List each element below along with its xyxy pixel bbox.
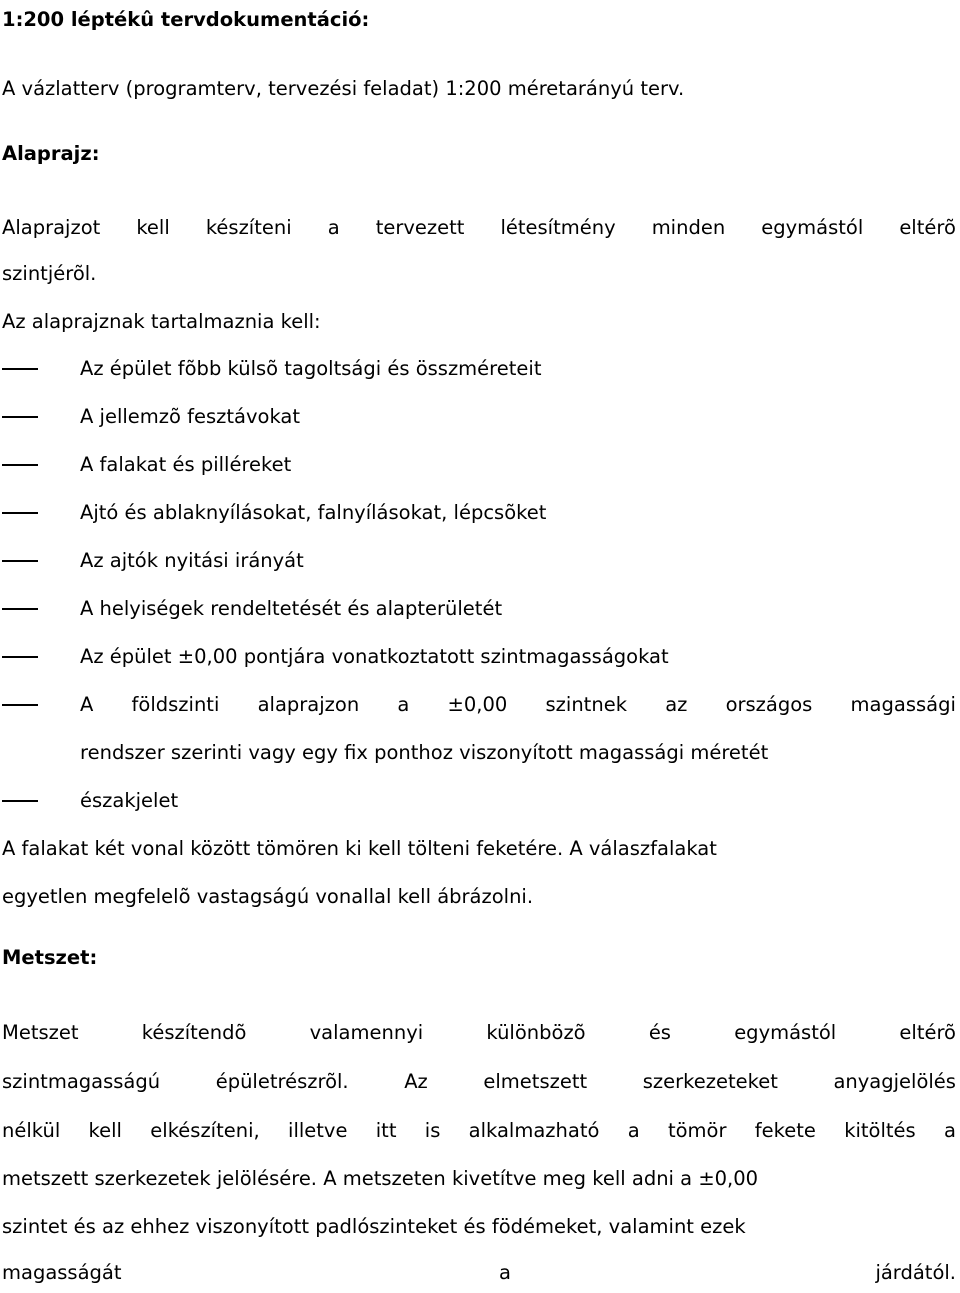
word: szintnek	[545, 693, 627, 716]
word: elmetszett	[483, 1070, 588, 1093]
word: és	[648, 1021, 671, 1044]
dash-bullet-icon	[2, 685, 38, 725]
alaprajz-paragraph-line-1	[2, 208, 956, 248]
dash-bullet-icon	[2, 349, 38, 389]
word: országos	[725, 693, 813, 716]
word: a	[397, 693, 410, 716]
word: valamennyi	[309, 1021, 424, 1044]
word: A	[80, 693, 94, 716]
page-title: 1:200 léptékû tervdokumentáció:	[2, 8, 370, 31]
word: készíteni	[205, 216, 292, 239]
word: itt	[375, 1119, 397, 1142]
word: Az	[404, 1070, 428, 1093]
word: tervezett	[375, 216, 465, 239]
intro-paragraph: A vázlatterv (programterv, tervezési feladat) 1:200 méretarányú terv.	[2, 77, 685, 100]
word: minden	[651, 216, 726, 239]
metszet-paragraph-line-5: szintet és az ehhez viszonyított padlószinteket és födémeket, valamint ezek	[2, 1215, 746, 1238]
word: alkalmazható	[468, 1119, 600, 1142]
dash-bullet-icon	[2, 589, 38, 629]
metszet-paragraph-line-6	[2, 1253, 956, 1293]
list-item-multiline-line-1	[80, 685, 956, 725]
word: nélkül	[2, 1119, 61, 1142]
metszet-paragraph-line-3	[2, 1111, 956, 1151]
word: magasságát	[2, 1261, 122, 1284]
word: fekete	[754, 1119, 816, 1142]
word: kitöltés	[844, 1119, 916, 1142]
list-item: Az épület ±0,00 pontjára vonatkoztatott szintmagasságokat	[80, 645, 669, 668]
list-intro: Az alaprajznak tartalmaznia kell:	[2, 310, 321, 333]
list-item: A helyiségek rendeltetését és alapterületét	[80, 597, 503, 620]
word: tömör	[667, 1119, 727, 1142]
word: létesítmény	[500, 216, 616, 239]
word: a	[499, 1261, 511, 1284]
list-item: Az ajtók nyitási irányát	[80, 549, 304, 572]
metszet-paragraph-line-1	[2, 1013, 956, 1053]
alaprajz-heading: Alaprajz:	[2, 142, 100, 165]
list-item: Ajtó és ablaknyílásokat, falnyílásokat, lépcsõket	[80, 501, 547, 524]
word: kell	[136, 216, 170, 239]
word: Metszet	[2, 1021, 79, 1044]
list-item: A jellemzõ fesztávokat	[80, 405, 301, 428]
metszet-paragraph-line-2	[2, 1062, 956, 1102]
dash-bullet-icon	[2, 493, 38, 533]
word: egymástól	[734, 1021, 837, 1044]
list-item: Az épület fõbb külsõ tagoltsági és összméreteit	[80, 357, 542, 380]
word: eltérõ	[899, 216, 956, 239]
alaprajz-paragraph-2-line-1: A falakat két vonal között tömören ki kell tölteni feketére. A válaszfalakat	[2, 837, 717, 860]
word: is	[424, 1119, 441, 1142]
word: magassági	[850, 693, 956, 716]
metszet-paragraph-line-4: metszett szerkezetek jelölésére. A metszeten kivetítve meg kell adni a ±0,00	[2, 1167, 759, 1190]
alaprajz-paragraph-2-line-2: egyetlen megfelelõ vastagságú vonallal kell ábrázolni.	[2, 885, 534, 908]
word: anyagjelölés	[833, 1070, 956, 1093]
word: Alaprajzot	[2, 216, 101, 239]
word: a	[327, 216, 340, 239]
word: járdától.	[875, 1261, 956, 1284]
dash-bullet-icon	[2, 445, 38, 485]
word: kell	[88, 1119, 122, 1142]
list-item-multiline-line-2: rendszer szerinti vagy egy fix ponthoz viszonyított magassági méretét	[80, 741, 769, 764]
word: eltérõ	[899, 1021, 956, 1044]
word: ±0,00	[447, 693, 508, 716]
word: különbözõ	[486, 1021, 586, 1044]
word: elkészíteni,	[150, 1119, 260, 1142]
word: földszinti	[131, 693, 220, 716]
dash-bullet-icon	[2, 541, 38, 581]
metszet-heading: Metszet:	[2, 946, 98, 969]
list-item: északjelet	[80, 789, 179, 812]
word: egymástól	[761, 216, 864, 239]
list-item: A falakat és pilléreket	[80, 453, 292, 476]
word: alaprajzon	[257, 693, 360, 716]
word: a	[627, 1119, 640, 1142]
word: szerkezeteket	[642, 1070, 778, 1093]
dash-bullet-icon	[2, 637, 38, 677]
dash-bullet-icon	[2, 397, 38, 437]
alaprajz-paragraph-line-2: szintjérõl.	[2, 262, 97, 285]
dash-bullet-icon	[2, 781, 38, 821]
word: illetve	[288, 1119, 348, 1142]
word: épületrészrõl.	[215, 1070, 349, 1093]
word: az	[665, 693, 688, 716]
word: készítendõ	[141, 1021, 247, 1044]
word: a	[944, 1119, 956, 1142]
word: szintmagasságú	[2, 1070, 161, 1093]
